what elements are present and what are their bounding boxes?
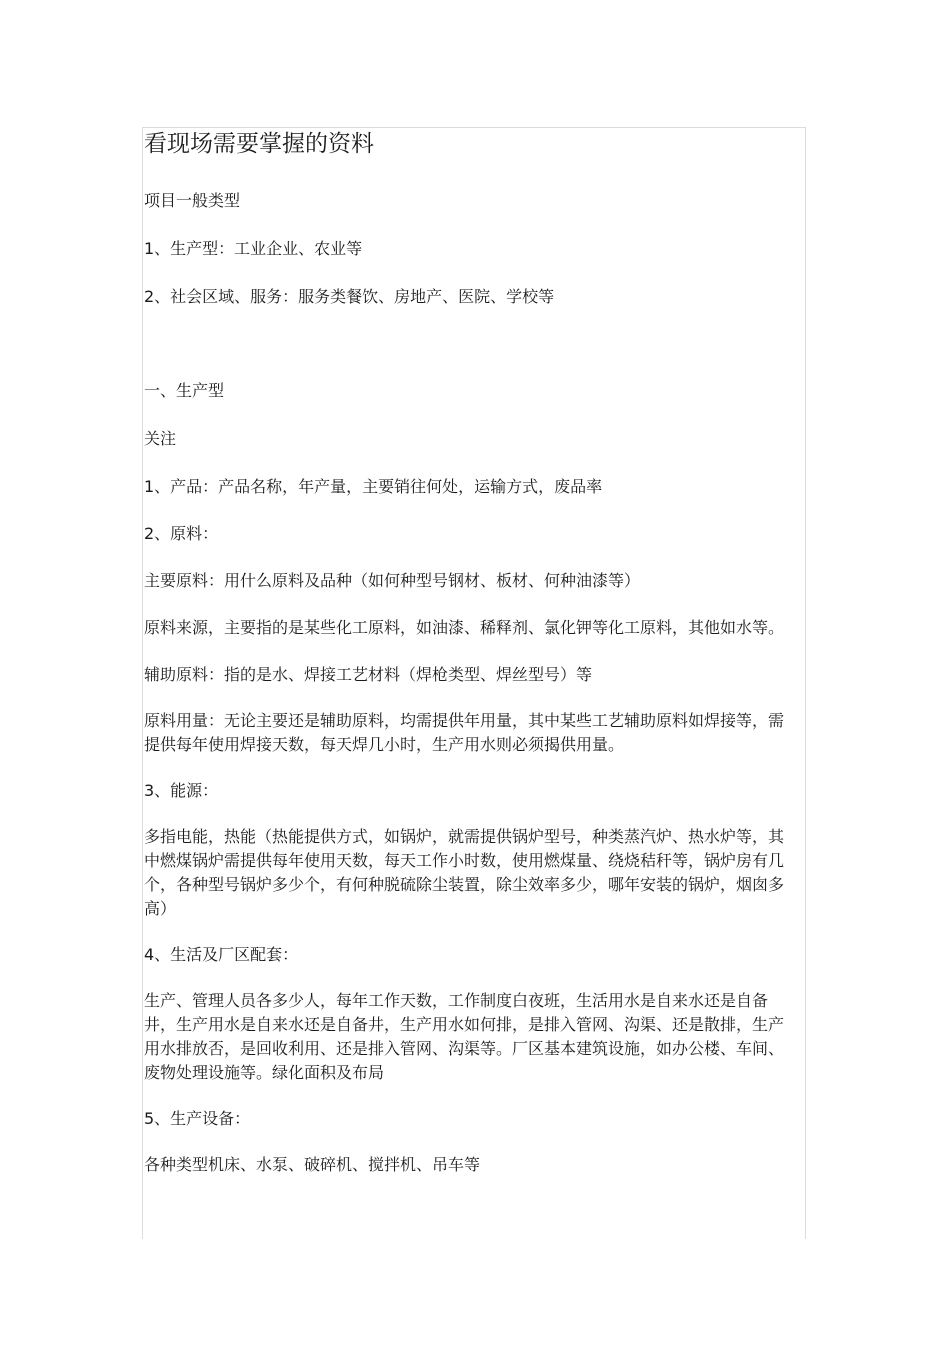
paragraph-material-source: 原料来源，主要指的是某些化工原料，如油漆、稀释剂、氯化钾等化工原料，其他如水等。 (144, 618, 785, 637)
paragraph-type-production: 1、生产型：工业企业、农业等 (144, 239, 363, 258)
paragraph-products: 1、产品：产品名称，年产量，主要销往何处，运输方式，废品率 (144, 477, 603, 496)
paragraph-main-materials: 主要原料：用什么原料及品种（如何种型号钢材、板材、何种油漆等） (144, 571, 641, 590)
paragraph-material-usage: 原料用量：无论主要还是辅助原料，均需提供年用量，其中某些工艺辅助原料如焊接等，需提供每年使用焊接天数，每天焊几小时，生产用水则必须揭供用量。 (144, 711, 785, 754)
paragraph-auxiliary-materials: 辅助原料：指的是水、焊接工艺材料（焊枪类型、焊丝型号）等 (144, 665, 593, 684)
paragraph-materials-heading: 2、原料： (144, 524, 219, 543)
paragraph-living-facilities-heading: 4、生活及厂区配套： (144, 945, 299, 964)
section-heading-production: 一、生产型 (144, 381, 225, 400)
paragraph-project-types: 项目一般类型 (144, 191, 241, 210)
paragraph-equipment-heading: 5、生产设备： (144, 1109, 251, 1128)
paragraph-living-facilities-detail: 生产、管理人员各多少人，每年工作天数，工作制度白夜班，生活用水是自来水还是自备井，生产用水是自来水还是自备井，生产用水如何排，是排入管网、沟渠、还是散排，生产用水排放否，是回收利用、还是排入管网、沟渠等。厂区基本建筑设施，如办公楼、车间、废物处理设施等。绿化面积及布局 (144, 991, 785, 1082)
paragraph-type-service: 2、社会区域、服务：服务类餐饮、房地产、医院、学校等 (144, 287, 555, 306)
paragraph-focus: 关注 (144, 429, 177, 448)
paragraph-equipment-detail: 各种类型机床、水泵、破碎机、搅拌机、吊车等 (144, 1155, 481, 1174)
document-body (144, 127, 796, 1177)
paragraph-energy-heading: 3、能源： (144, 781, 219, 800)
document-title: 看现场需要掌握的资料 (144, 131, 374, 157)
paragraph-energy-detail: 多指电能，热能（热能提供方式，如锅炉，就需提供锅炉型号，种类蒸汽炉、热水炉等，其中燃煤锅炉需提供每年使用天数，每天工作小时数，使用燃煤量、绕烧秸秆等，锅炉房有几个，各种型号锅炉多少个，有何种脱硫除尘装置，除尘效率多少，哪年安装的锅炉，烟囱多高） (144, 827, 785, 918)
